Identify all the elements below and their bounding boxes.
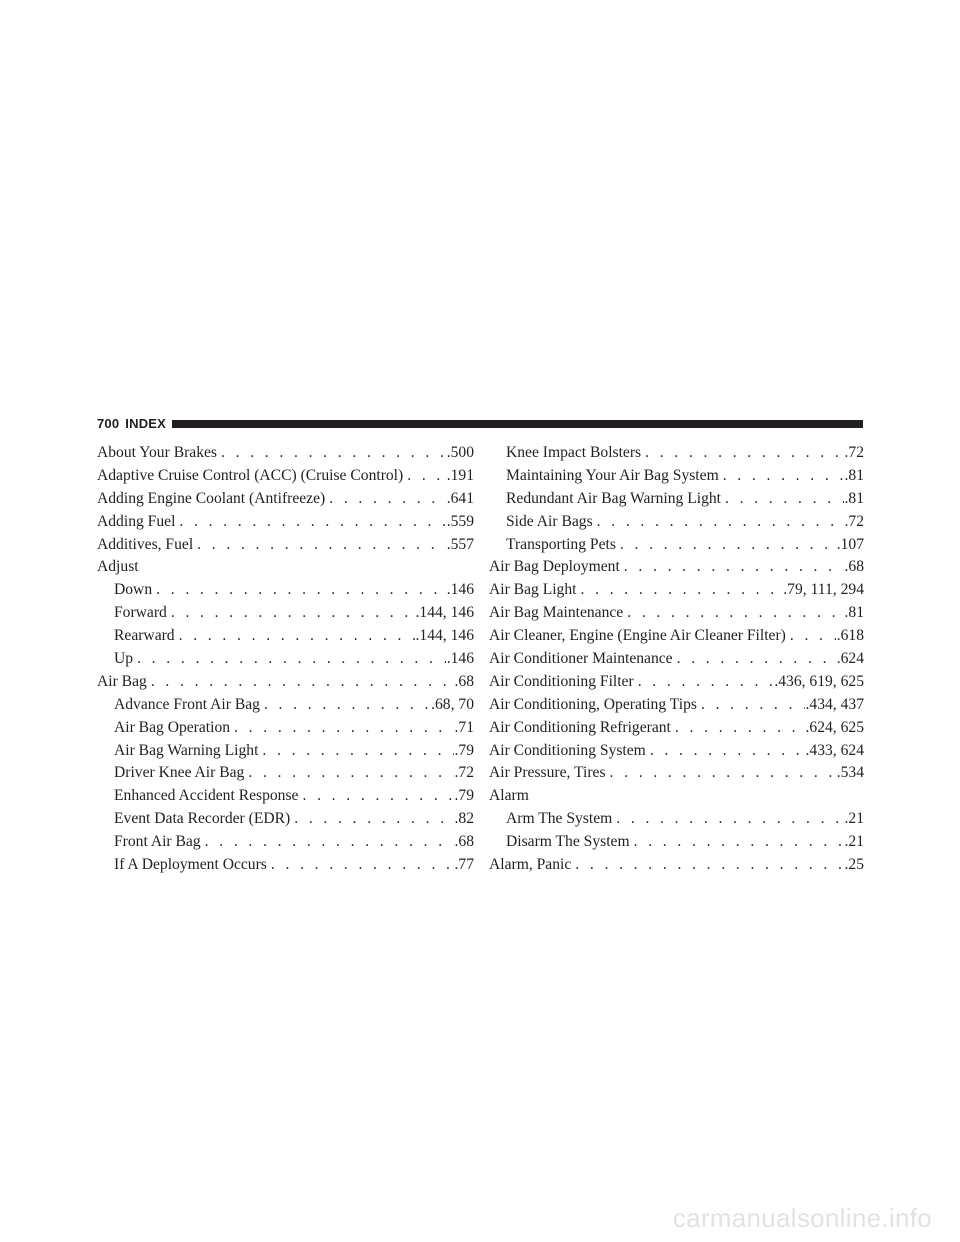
header-label <box>97 417 172 431</box>
dot-leader <box>725 488 843 511</box>
entry-page: .71 <box>454 718 474 736</box>
index-subentry <box>97 648 474 671</box>
index-subentry <box>97 785 474 808</box>
entry-term: Air Pressure, Tires <box>489 764 606 782</box>
dot-leader <box>677 648 836 671</box>
page-number: 700 <box>97 416 120 431</box>
index-subentry <box>97 740 474 763</box>
dot-leader <box>581 579 783 602</box>
index-entry <box>489 717 864 740</box>
dot-leader <box>627 602 843 625</box>
entry-page: .500 <box>446 444 474 461</box>
index-subentry <box>489 442 864 465</box>
entry-page: .144, 146 <box>415 604 474 622</box>
index-subentry <box>489 465 864 488</box>
entry-page: .68, 70 <box>431 695 474 713</box>
entry-term: Redundant Air Bag Warning Light <box>506 489 722 507</box>
dot-leader <box>171 602 415 625</box>
index-entry <box>489 648 864 671</box>
entry-term: Arm The System <box>506 810 613 828</box>
index-entry <box>489 740 864 763</box>
page-header <box>97 417 863 431</box>
index-subentry <box>489 488 864 511</box>
dot-leader <box>179 625 415 648</box>
dot-leader <box>575 854 843 877</box>
entry-page: .79, 111, 294 <box>783 581 864 599</box>
index-subentry <box>489 511 864 534</box>
entry-term: About Your Brakes <box>97 444 217 461</box>
entry-term: Air Bag Light <box>489 581 577 599</box>
entry-page: .618 <box>836 627 864 645</box>
entry-page: .79 <box>454 741 474 759</box>
entry-term: Air Conditioning, Operating Tips <box>489 695 697 713</box>
entry-term: Side Air Bags <box>506 512 593 530</box>
entry-page: .81 <box>844 466 864 484</box>
entry-page: .68 <box>454 833 474 851</box>
watermark: carmanualsonline.info <box>672 1203 932 1233</box>
index-subentry <box>97 602 474 625</box>
index-entry <box>489 694 864 717</box>
header-rule <box>172 420 863 428</box>
dot-leader <box>624 556 844 579</box>
entry-term: Air Bag Warning Light <box>114 741 259 759</box>
entry-page: .434, 437 <box>805 695 864 713</box>
entry-page: .146 <box>446 650 474 668</box>
index-heading <box>97 556 474 579</box>
entry-page: .641 <box>446 489 474 507</box>
entry-page: .436, 619, 625 <box>774 672 864 690</box>
dot-leader <box>197 534 446 557</box>
index-entry <box>489 625 864 648</box>
entry-term: Advance Front Air Bag <box>114 695 260 713</box>
index-subentry <box>97 831 474 854</box>
section-title: INDEX <box>125 416 167 431</box>
entry-term: Adjust <box>97 558 139 576</box>
entry-term: Air Bag Maintenance <box>489 604 624 622</box>
index-subentry <box>489 808 864 831</box>
dot-leader <box>248 762 453 785</box>
index-subentry <box>489 831 864 854</box>
entry-term: Additives, Fuel <box>97 535 194 553</box>
entry-page: .144, 146 <box>415 627 474 645</box>
entry-term: If A Deployment Occurs <box>114 856 267 874</box>
dot-leader <box>638 671 774 694</box>
entry-page: .21 <box>844 810 864 828</box>
entry-term: Adding Engine Coolant (Antifreeze) <box>97 489 326 507</box>
index-entry <box>97 534 474 557</box>
entry-term: Driver Knee Air Bag <box>114 764 245 782</box>
entry-page: .557 <box>446 535 474 553</box>
entry-term: Transporting Pets <box>506 535 616 553</box>
dot-leader <box>407 465 445 488</box>
index-subentry <box>97 694 474 717</box>
index-entry <box>97 671 474 694</box>
entry-page: .25 <box>844 856 864 874</box>
entry-page: .146 <box>446 581 474 599</box>
dot-leader <box>723 465 844 488</box>
entry-page: .191 <box>446 466 474 484</box>
dot-leader <box>151 671 454 694</box>
entry-term: Air Bag Operation <box>114 718 231 736</box>
index-entry <box>97 442 474 465</box>
index-entry <box>97 511 474 534</box>
entry-term: Alarm, Panic <box>489 856 572 874</box>
dot-leader <box>271 854 454 877</box>
entry-page: .79 <box>454 787 474 805</box>
entry-page: .21 <box>844 833 864 851</box>
index-subentry <box>97 625 474 648</box>
entry-term: Maintaining Your Air Bag System <box>506 466 719 484</box>
dot-leader <box>329 488 445 511</box>
entry-term: Air Cleaner, Engine (Engine Air Cleaner Filter) <box>489 627 786 645</box>
index-column-left <box>97 442 474 877</box>
index-entry <box>489 762 864 785</box>
dot-leader <box>650 740 805 763</box>
index-entry <box>489 602 864 625</box>
index-entry <box>97 465 474 488</box>
index-entry <box>489 671 864 694</box>
index-heading <box>489 785 864 808</box>
index-subentry <box>97 762 474 785</box>
entry-page: .68 <box>844 558 864 576</box>
entry-term: Air Conditioner Maintenance <box>489 650 673 668</box>
entry-page: .624, 625 <box>805 718 864 736</box>
dot-leader <box>156 579 446 602</box>
dot-leader <box>620 534 836 557</box>
entry-page: .81 <box>844 489 864 507</box>
entry-term: Air Conditioning System <box>489 741 646 759</box>
entry-term: Down <box>114 581 153 599</box>
entry-page: .77 <box>454 856 474 874</box>
index-subentry <box>97 717 474 740</box>
dot-leader <box>264 694 430 717</box>
entry-term: Front Air Bag <box>114 833 201 851</box>
entry-term: Knee Impact Bolsters <box>506 444 642 461</box>
entry-term: Enhanced Accident Response <box>114 787 299 805</box>
index-subentry <box>97 808 474 831</box>
dot-leader <box>179 511 445 534</box>
entry-page: .81 <box>844 604 864 622</box>
dot-leader <box>597 511 844 534</box>
entry-page: .72 <box>844 444 864 461</box>
entry-page: .72 <box>454 764 474 782</box>
entry-page: .107 <box>836 535 864 553</box>
dot-leader <box>262 740 453 763</box>
entry-term: Air Bag <box>97 672 147 690</box>
entry-term: Up <box>114 650 134 668</box>
dot-leader <box>675 717 805 740</box>
entry-term: Rearward <box>114 627 175 645</box>
dot-leader <box>634 831 844 854</box>
entry-page: .433, 624 <box>805 741 864 759</box>
dot-leader <box>294 808 453 831</box>
entry-term: Adding Fuel <box>97 512 176 530</box>
index-entry <box>97 488 474 511</box>
entry-term: Disarm The System <box>506 833 630 851</box>
index-entry <box>489 556 864 579</box>
dot-leader <box>205 831 454 854</box>
dot-leader <box>616 808 843 831</box>
entry-page: .82 <box>454 810 474 828</box>
index-subentry <box>97 854 474 877</box>
index-subentry <box>489 534 864 557</box>
entry-page: .624 <box>836 650 864 668</box>
entry-term: Alarm <box>489 787 529 805</box>
entry-page: .72 <box>844 512 864 530</box>
index-column-right <box>489 442 864 877</box>
dot-leader <box>137 648 446 671</box>
index-entry <box>489 854 864 877</box>
dot-leader <box>302 785 453 808</box>
dot-leader <box>790 625 836 648</box>
dot-leader <box>701 694 805 717</box>
dot-leader <box>645 442 843 465</box>
dot-leader <box>221 442 446 465</box>
index-subentry <box>97 579 474 602</box>
entry-term: Event Data Recorder (EDR) <box>114 810 291 828</box>
entry-term: Air Conditioning Filter <box>489 672 634 690</box>
index-entry <box>489 579 864 602</box>
entry-term: Air Conditioning Refrigerant <box>489 718 671 736</box>
entry-term: Air Bag Deployment <box>489 558 620 576</box>
dot-leader <box>234 717 453 740</box>
entry-page: .559 <box>446 512 474 530</box>
entry-page: .68 <box>454 672 474 690</box>
entry-term: Adaptive Cruise Control (ACC) (Cruise Control) <box>97 466 404 484</box>
entry-page: .534 <box>836 764 864 782</box>
entry-term: Forward <box>114 604 167 622</box>
dot-leader <box>610 762 836 785</box>
